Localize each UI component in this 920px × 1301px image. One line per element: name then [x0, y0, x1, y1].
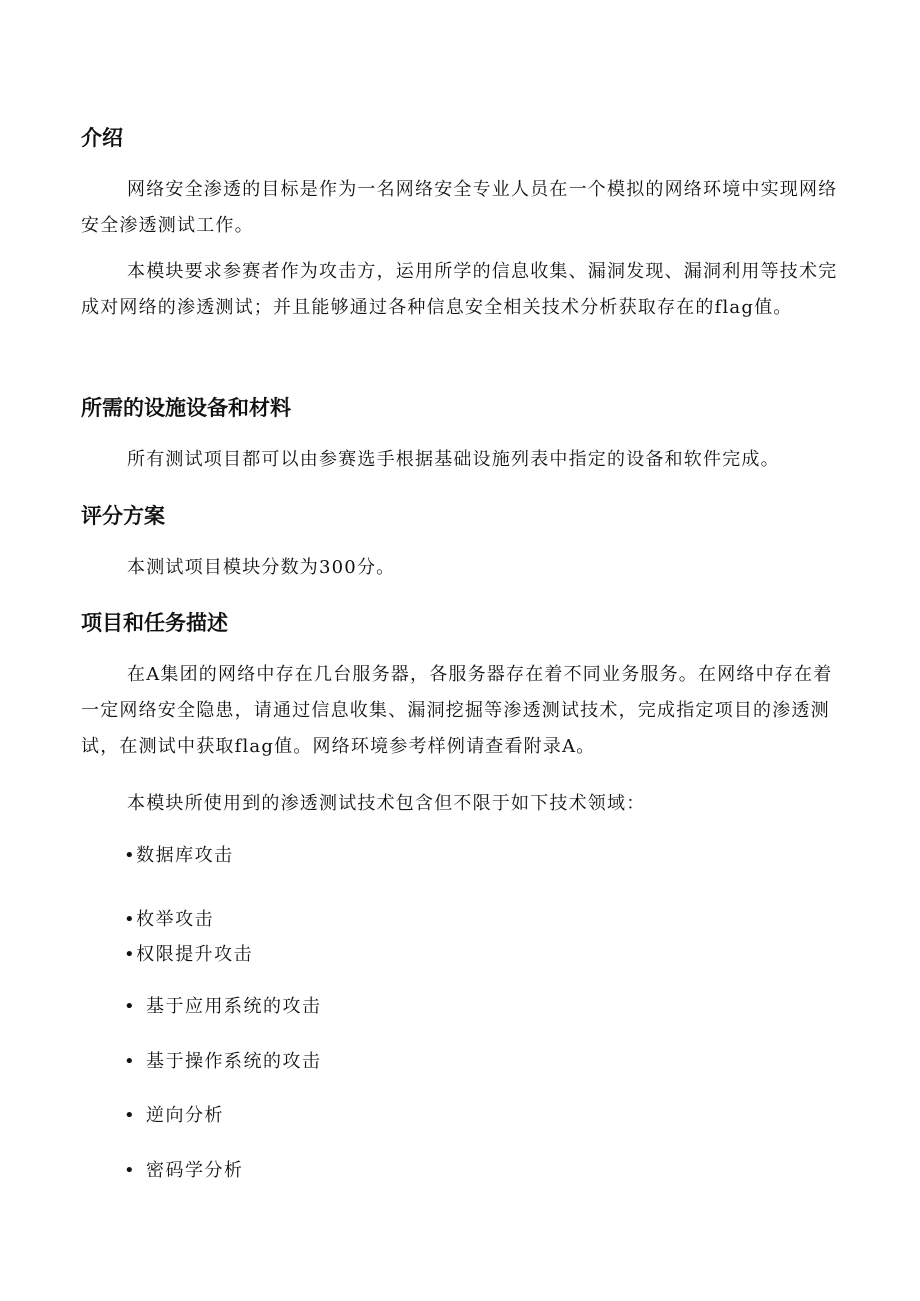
bullet-icon: •: [124, 1160, 137, 1181]
tasks-paragraph-1: 在A集团的网络中存在几台服务器，各服务器存在着不同业务服务。在网络中存在着一定网络安全隐患，请通过信息收集、漏洞挖掘等渗透测试技术，完成指定项目的渗透测试，在测试中获取flag值。网络环境参考样例请查看附录A。: [81, 664, 833, 757]
list-item: [124, 993, 322, 1021]
heading-materials: 所需的设施设备和材料: [81, 396, 291, 420]
tasks-paragraph-2: 本模块所使用到的渗透测试技术包含但不限于如下技术领域：: [127, 793, 646, 814]
bullet-icon: •: [124, 996, 137, 1017]
intro-paragraph-1: 网络安全渗透的目标是作为一名网络安全专业人员在一个模拟的网络环境中实现网络安全渗透测试工作。: [81, 179, 838, 236]
list-item: •枚举攻击: [124, 909, 215, 930]
heading-tasks: 项目和任务描述: [81, 611, 228, 635]
list-item: [124, 1102, 224, 1130]
list-item-label: 逆向分析: [146, 1105, 224, 1126]
bullet-icon: •: [124, 1105, 137, 1126]
heading-scoring: 评分方案: [81, 504, 165, 528]
intro-paragraph-2: 本模块要求参赛者作为攻击方，运用所学的信息收集、漏洞发现、漏洞利用等技术完成对网络的渗透测试；并且能够通过各种信息安全相关技术分析获取存在的flag值。: [81, 261, 838, 318]
bullet-icon: •: [124, 1051, 137, 1072]
heading-intro: 介绍: [81, 126, 123, 150]
list-item: [124, 1048, 322, 1076]
list-item: [124, 1157, 244, 1185]
list-item-label: 密码学分析: [146, 1160, 244, 1181]
materials-paragraph: 所有测试项目都可以由参赛选手根据基础设施列表中指定的设备和软件完成。: [127, 449, 780, 470]
list-item: •数据库攻击: [124, 845, 234, 866]
list-item-label: 基于操作系统的攻击: [146, 1051, 322, 1072]
scoring-paragraph: 本测试项目模块分数为300分。: [127, 557, 396, 578]
list-item-label: 基于应用系统的攻击: [146, 996, 322, 1017]
list-item: •权限提升攻击: [124, 944, 254, 965]
